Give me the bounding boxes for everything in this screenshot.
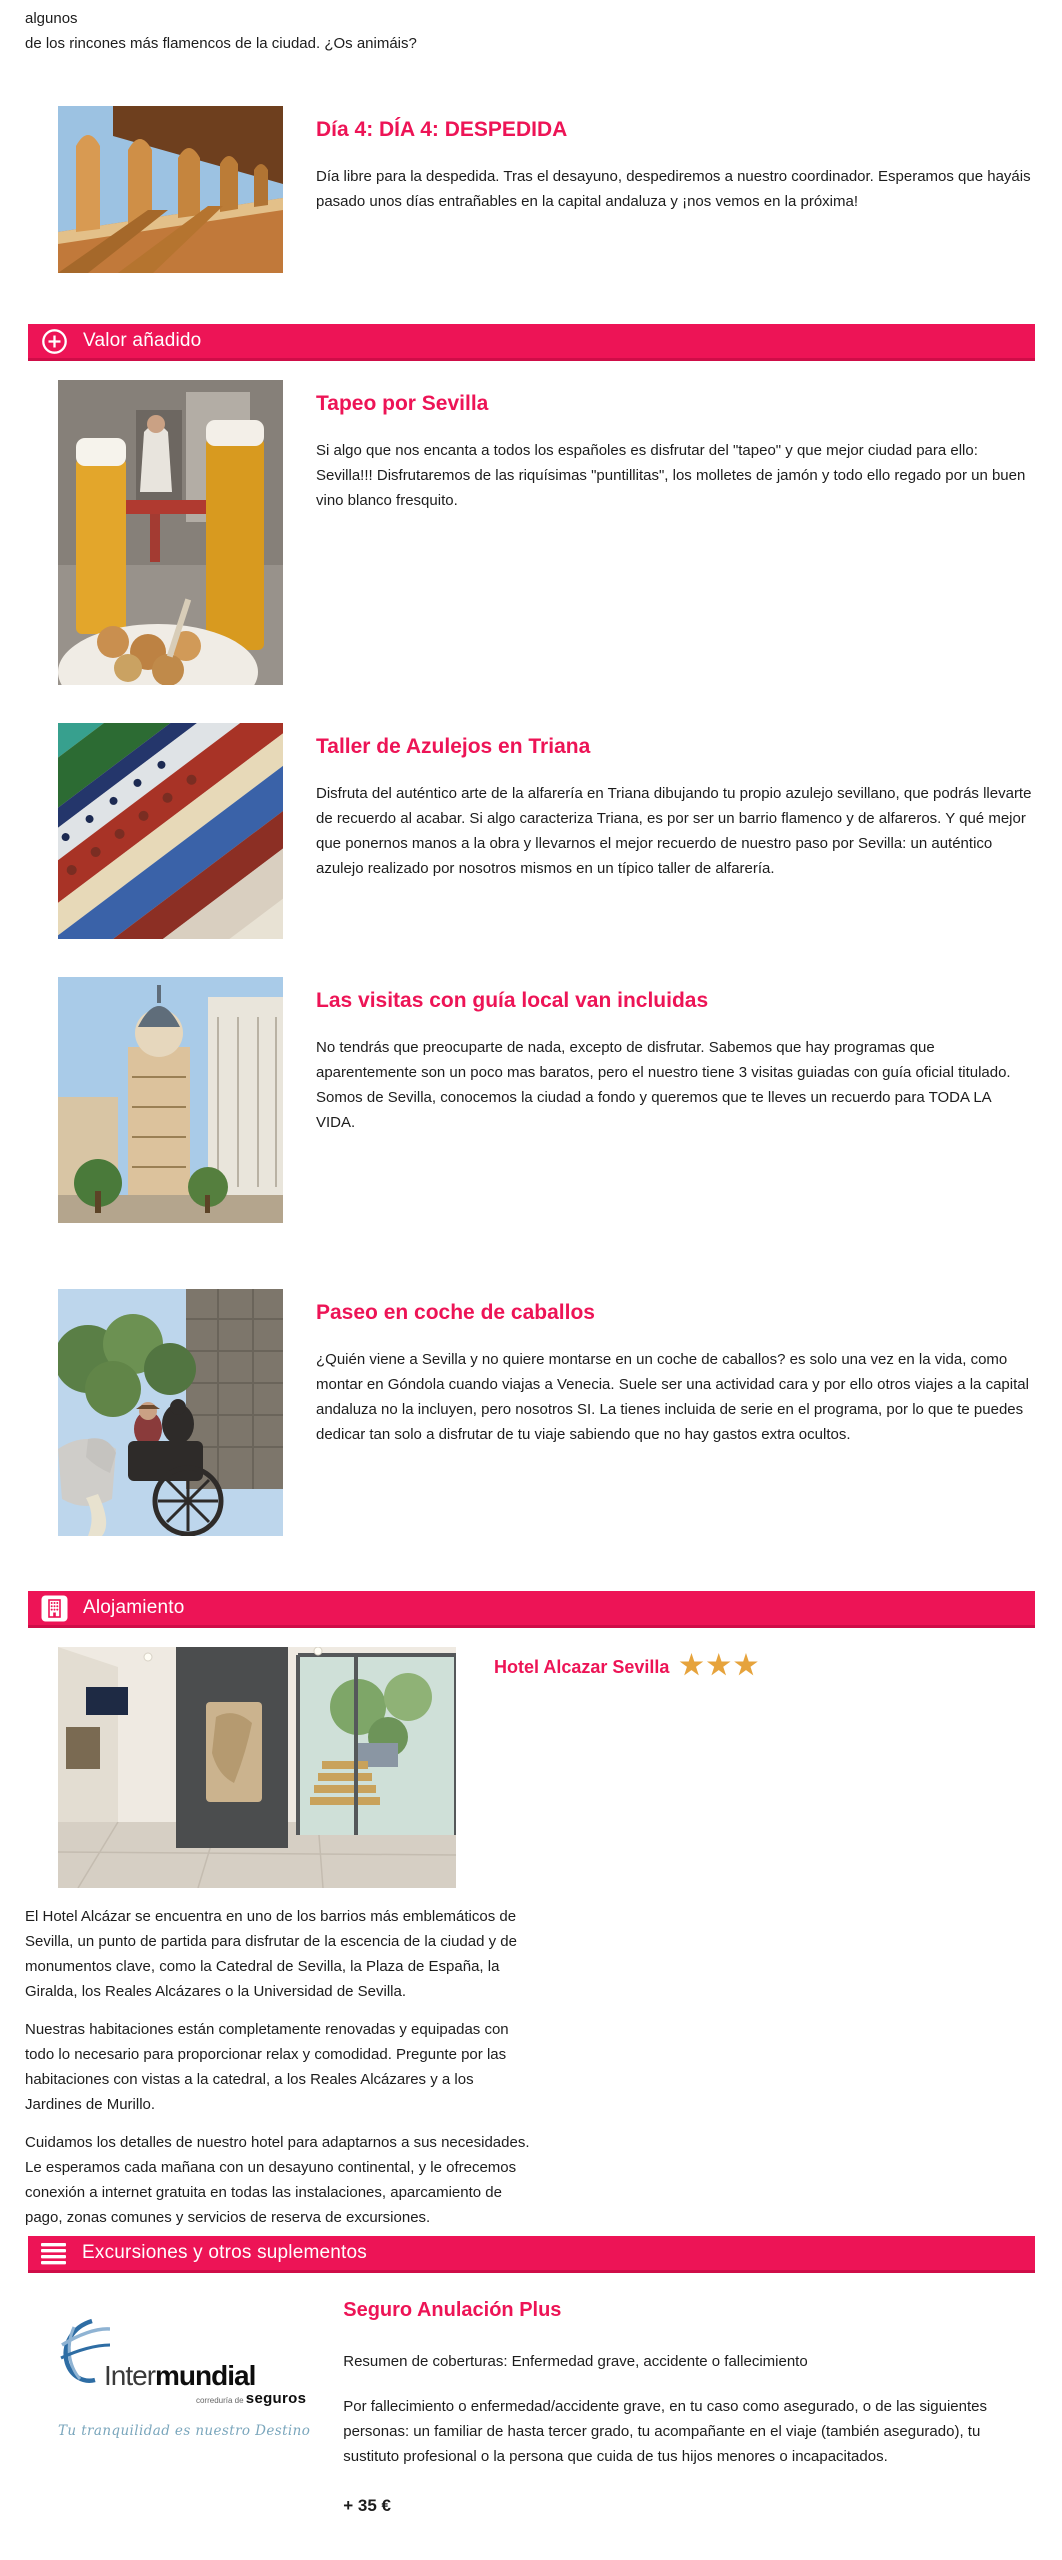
intermundial-logo — [58, 2297, 310, 2518]
taller-photo — [58, 723, 283, 939]
taller-body: Disfruta del auténtico arte de la alfarería en Triana dibujando tu propio azulejo sevillano, que podrás llevarte de recuerdo al acabar. Si algo caracteriza Triana, es por ser un barrio flamenco y de alfareros. Y qué mejor que ponernos manos a la obra y llevarnos el mejor recuerdo de nuestro paso por Sevilla: un auténtico azulejo realizado por nosotros mismos en un típico taller de alfarería. — [316, 785, 1032, 878]
visitas-photo — [58, 977, 283, 1223]
star-icon: ★★★ — [679, 1650, 762, 1680]
plus-circle-icon — [41, 328, 68, 355]
hotel-description — [25, 1904, 530, 2230]
tapeo-body: Si algo que nos encanta a todos los españoles es disfrutar del "tapeo" y que mejor ciudad para ello: Sevilla!!! Disfrutaremos de las riquísimas "puntillitas", los molletes de jamón y todo ello regado por un buen vino blanco fresquito. — [316, 442, 1026, 510]
section-visitas — [0, 977, 1062, 1223]
intro-line-2: de los rincones más flamencos de la ciudad. ¿Os animáis? — [25, 35, 417, 52]
intro-text — [25, 6, 1062, 56]
day4-photo — [58, 106, 283, 273]
intro-line-1: algunos — [25, 10, 78, 27]
visitas-text — [316, 977, 1032, 1223]
section-day4 — [0, 106, 1062, 273]
taller-text — [316, 723, 1032, 939]
banner-valor-label: Valor añadido — [83, 330, 202, 351]
hotel-paragraph-1: El Hotel Alcázar se encuentra en uno de los barrios más emblemáticos de Sevilla, un punto de partida para disfrutar de la escencia de la ciudad y de monumentos clave, como la Catedral de Sevilla, la Plaza de España, la Giralda, los Reales Alcázares o la Universidad de Sevilla. — [25, 1908, 517, 2000]
seguro-price: + 35 € — [343, 2496, 391, 2515]
seguro-detail: Por fallecimiento o enfermedad/accidente grave, en tu caso como asegurado, o de las siguientes personas: un familiar de hasta tercer grado, tu acompañante en el viaje (también asegurado), tu sustituto profesional o la persona que cuida de tus hijos menores o incapacitados. — [343, 2398, 987, 2465]
hotel-header — [0, 1647, 1062, 1888]
banner-excursiones — [28, 2236, 1035, 2273]
intermundial-logo-row — [58, 2315, 310, 2390]
section-taller — [0, 723, 1062, 939]
list-icon — [41, 2242, 67, 2265]
day4-text — [316, 106, 1032, 273]
intermundial-tagline: Tu tranquilidad es nuestro Destino — [58, 2423, 311, 2439]
hotel-name: Hotel Alcazar Sevilla — [494, 1657, 670, 1678]
hotel-paragraph-2: Nuestras habitaciones están completamente renovadas y equipadas con todo lo necesario para proporcionar relax y comodidad. Pregunte por las habitaciones con vistas a la catedral, a los Reales Alcázares y a los Jardines de Murillo. — [25, 2021, 509, 2113]
logo-inter: Inter — [104, 2360, 156, 2391]
banner-excursiones-label: Excursiones y otros suplementos — [82, 2242, 367, 2263]
tapeo-photo — [58, 380, 283, 685]
day4-title: Día 4: DÍA 4: DESPEDIDA — [316, 118, 568, 141]
section-seguro — [0, 2297, 1062, 2518]
tapeo-text — [316, 380, 1032, 685]
seguro-summary: Resumen de coberturas: Enfermedad grave, accidente o fallecimiento — [343, 2353, 808, 2370]
banner-valor-anadido — [28, 324, 1035, 361]
building-icon — [41, 1595, 68, 1622]
hotel-title-row — [494, 1650, 1032, 1681]
intermundial-wordmark — [104, 2362, 255, 2390]
seguro-title: Seguro Anulación Plus — [343, 2299, 562, 2321]
paseo-photo — [58, 1289, 283, 1536]
section-tapeo — [0, 380, 1062, 685]
visitas-title: Las visitas con guía local van incluidas — [316, 989, 709, 1012]
hotel-paragraph-3: Cuidamos los detalles de nuestro hotel para adaptarnos a sus necesidades. Le esperamos cada mañana con un desayuno continental, y le ofrecemos conexión a internet gratuita en todas las instalaciones, aparcamiento de pago, zonas comunes y servicios de reserva de excursiones. — [25, 2134, 530, 2226]
logo-sub-small: correduría de — [195, 2396, 246, 2405]
hotel-photo — [58, 1647, 456, 1888]
tapeo-title: Tapeo por Sevilla — [316, 392, 489, 415]
hotel-title-block — [494, 1647, 1032, 1888]
paseo-body: ¿Quién viene a Sevilla y no quiere montarse en un coche de caballos? es solo una vez en la vida, como montar en Góndola cuando viajas a Venecia. Suele ser una actividad cara y por ello otros viajes a la capital andaluza no la incluyen, pero nosotros SI. La tienes incluida de serie en el programa, por lo que te puedes dedicar tan solo a disfrutar de tu viaje sabiendo que no hay gastos extra ocultos. — [316, 1351, 1029, 1444]
section-paseo — [0, 1289, 1062, 1536]
intermundial-subtitle — [58, 2391, 310, 2407]
taller-title: Taller de Azulejos en Triana — [316, 735, 591, 758]
logo-sub-bold: seguros — [245, 2390, 307, 2407]
banner-alojamiento-label: Alojamiento — [83, 1597, 185, 1618]
logo-mundial: mundial — [155, 2360, 256, 2391]
day4-body: Día libre para la despedida. Tras el desayuno, despediremos a nuestro coordinador. Esperamos que hayáis pasado unos días entrañables en la capital andaluza y ¡nos vemos en la próxima! — [316, 168, 1031, 211]
paseo-text — [316, 1289, 1032, 1536]
seguro-text — [343, 2297, 1032, 2518]
banner-alojamiento — [28, 1591, 1035, 1628]
paseo-title: Paseo en coche de caballos — [316, 1301, 595, 1324]
intermundial-globe-icon — [58, 2315, 110, 2390]
visitas-body: No tendrás que preocuparte de nada, excepto de disfrutar. Sabemos que hay programas que aparentemente son un poco mas baratos, pero el nuestro tiene 3 visitas guiadas con guía oficial titulado. Somos de Sevilla, conocemos la ciudad a fondo y queremos que te lleves un recuerdo para TODA LA VIDA. — [316, 1039, 1011, 1132]
